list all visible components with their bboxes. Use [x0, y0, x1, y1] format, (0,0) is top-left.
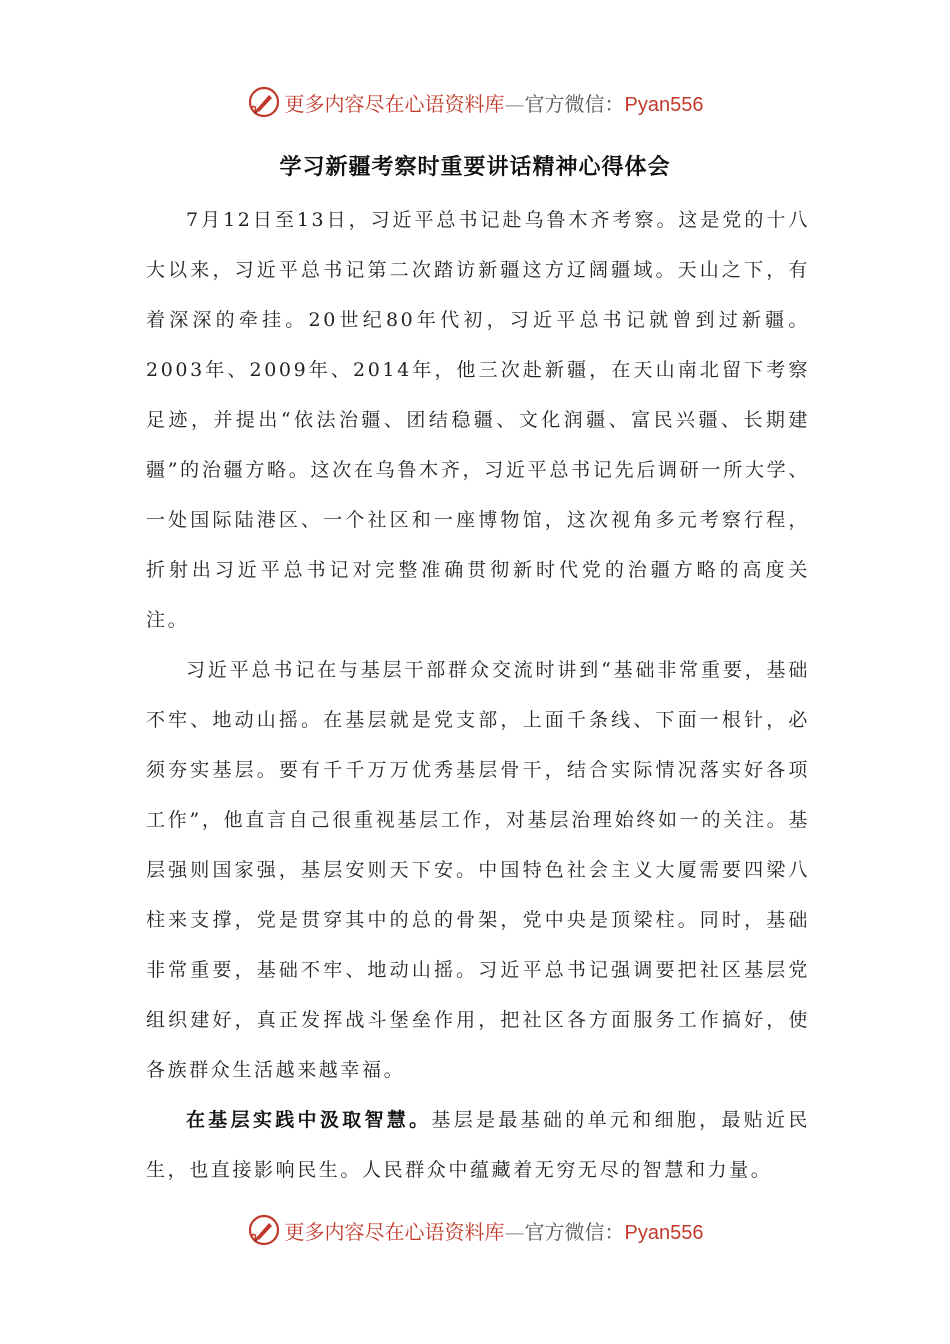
paragraph-2: [146, 645, 810, 1095]
banner-label-text: 官方微信：: [524, 91, 625, 116]
paragraph-3-text: 基层是最基础的单元和细胞，最贴近民生，也直接影响民生。人民群众中蕴藏着无穷无尽的智慧和力量。: [146, 1109, 810, 1181]
banner-account: Pyan556: [624, 1221, 704, 1244]
document-title: 学习新疆考察时重要讲话精神心得体会: [279, 155, 671, 180]
banner-lead-text: 更多内容尽在心语资料库: [284, 91, 505, 116]
banner-account: Pyan556: [624, 93, 704, 116]
paragraph-1-text: 7月12日至13日，习近平总书记赴乌鲁木齐考察。这是党的十八大以来，习近平总书记第二次踏访新疆这方辽阔疆域。天山之下，有着深深的牵挂。20世纪80年代初，习近平总书记就曾到过新疆。2003年、2009年、2014年，他三次赴新疆，在天山南北留下考察足迹，并提出“依法治疆、团结稳疆、文化润疆、富民兴疆、长期建疆”的治疆方略。这次在乌鲁木齐，习近平总书记先后调研一所大学、一处国际陆港区、一个社区和一座博物馆，这次视角多元考察行程，折射出习近平总书记对完整准确贯彻新时代党的治疆方略的高度关注。: [146, 209, 810, 631]
banner-lead-text: 更多内容尽在心语资料库: [284, 1219, 505, 1244]
banner-text: [285, 1216, 704, 1245]
header-watermark-banner: [0, 82, 950, 122]
banner-dash: —: [504, 91, 525, 116]
pen-logo-icon: [247, 85, 281, 119]
paragraph-3-heading: 在基层实践中汲取智慧。: [186, 1109, 432, 1131]
paragraph-3: [146, 1095, 810, 1195]
banner-text: [285, 88, 704, 117]
document-body: [146, 195, 810, 1195]
footer-watermark-banner: [0, 1210, 950, 1250]
banner-dash: —: [504, 1219, 525, 1244]
paragraph-2-text: 习近平总书记在与基层干部群众交流时讲到“基础非常重要，基础不牢、地动山摇。在基层就是党支部，上面千条线、下面一根针，必须夯实基层。要有千千万万优秀基层骨干，结合实际情况落实好各项工作”，他直言自己很重视基层工作，对基层治理始终如一的关注。基层强则国家强，基层安则天下安。中国特色社会主义大厦需要四梁八柱来支撑，党是贯穿其中的总的骨架，党中央是顶梁柱。同时，基础非常重要，基础不牢、地动山摇。习近平总书记强调要把社区基层党组织建好，真正发挥战斗堡垒作用，把社区各方面服务工作搞好，使各族群众生活越来越幸福。: [146, 659, 810, 1081]
pen-logo-icon: [247, 1213, 281, 1247]
paragraph-1: [146, 195, 810, 645]
banner-label-text: 官方微信：: [524, 1219, 625, 1244]
